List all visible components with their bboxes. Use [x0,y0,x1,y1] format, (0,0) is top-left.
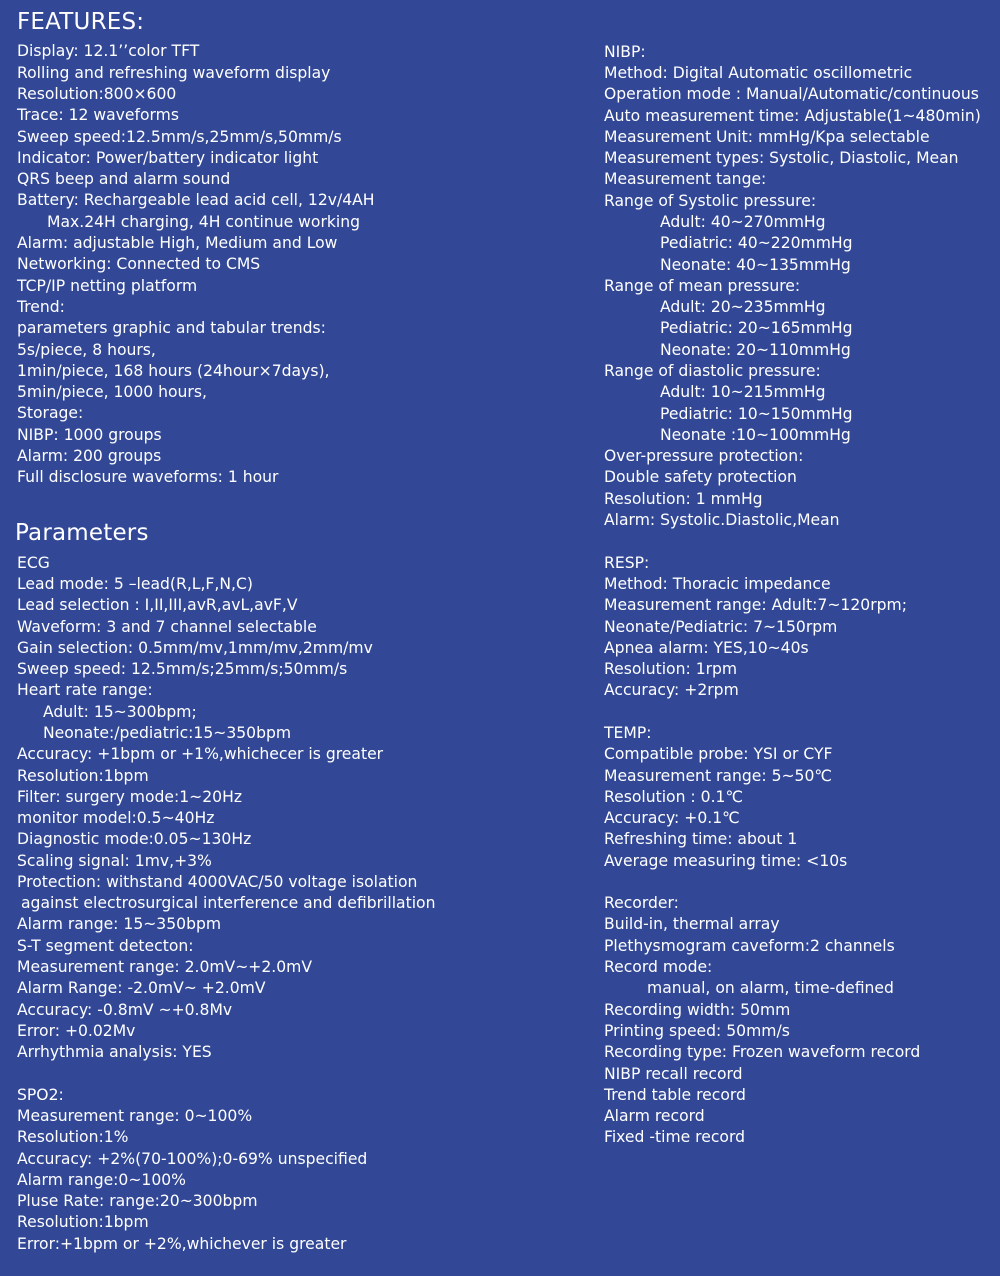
ecg-line: Lead mode: 5 –lead(R,L,F,N,C) [17,575,253,593]
resp-line: Resolution: 1rpm [604,660,738,678]
nibp-line: Pediatric: 10~150mmHg [660,405,853,423]
features-line: QRS beep and alarm sound [17,170,231,188]
nibp-line: Operation mode : Manual/Automatic/continuous [604,85,979,103]
nibp-line: Pediatric: 20~165mmHg [660,319,853,337]
spo2-line: Resolution:1% [17,1128,129,1146]
ecg-line: Lead selection : I,II,III,avR,avL,avF,V [17,596,298,614]
nibp-line: Alarm: Systolic.Diastolic,Mean [604,511,840,529]
features-line: Alarm: 200 groups [17,447,162,465]
resp-line: Accuracy: +2rpm [604,681,739,699]
features-line: 5s/piece, 8 hours, [17,341,156,359]
nibp-title: NIBP: [604,43,646,61]
ecg-line: Error: +0.02Mv [17,1022,136,1040]
ecg-line: S-T segment detecton: [17,937,194,955]
ecg-line: Accuracy: -0.8mV ~+0.8Mv [17,1001,233,1019]
ecg-line: against electrosurgical interference and defibrillation [21,894,436,912]
nibp-line: Range of mean pressure: [604,277,801,295]
features-line: Battery: Rechargeable lead acid cell, 12v/4AH [17,191,375,209]
ecg-title: ECG [17,554,50,572]
nibp-line: Adult: 20~235mmHg [660,298,826,316]
ecg-line: Neonate:/pediatric:15~350bpm [43,724,292,742]
resp-line: Neonate/Pediatric: 7~150rpm [604,618,838,636]
features-line: 5min/piece, 1000 hours, [17,383,207,401]
nibp-line: Neonate :10~100mmHg [660,426,851,444]
features-line: Max.24H charging, 4H continue working [47,213,361,231]
recorder-line: Recording width: 50mm [604,1001,791,1019]
ecg-line: Diagnostic mode:0.05~130Hz [17,830,252,848]
nibp-line: Over-pressure protection: [604,447,804,465]
spo2-line: Pluse Rate: range:20~300bpm [17,1192,258,1210]
spo2-line: Measurement range: 0~100% [17,1107,253,1125]
features-line: Resolution:800×600 [17,85,177,103]
recorder-line: NIBP recall record [604,1065,743,1083]
spo2-line: Error:+1bpm or +2%,whichever is greater [17,1235,347,1253]
nibp-line: Resolution: 1 mmHg [604,490,763,508]
features-line: Display: 12.1’’color TFT [17,42,200,60]
nibp-line: Range of Systolic pressure: [604,192,817,210]
parameters-heading: Parameters [15,520,149,546]
recorder-line: Record mode: [604,958,713,976]
ecg-line: Alarm range: 15~350bpm [17,915,222,933]
nibp-line: Auto measurement time: Adjustable(1~480min) [604,107,981,125]
nibp-line: Adult: 10~215mmHg [660,383,826,401]
resp-line: Method: Thoracic impedance [604,575,831,593]
features-line: Networking: Connected to CMS [17,255,261,273]
nibp-line: Method: Digital Automatic oscillometric [604,64,913,82]
recorder-line: Plethysmogram caveform:2 channels [604,937,895,955]
recorder-line: Fixed -time record [604,1128,745,1146]
nibp-line: Adult: 40~270mmHg [660,213,826,231]
ecg-line: Measurement range: 2.0mV~+2.0mV [17,958,313,976]
resp-line: Measurement range: Adult:7~120rpm; [604,596,907,614]
resp-title: RESP: [604,554,650,572]
spo2-title: SPO2: [17,1086,64,1104]
nibp-line: Double safety protection [604,468,797,486]
recorder-line: Trend table record [604,1086,746,1104]
ecg-line: Alarm Range: -2.0mV~ +2.0mV [17,979,266,997]
spo2-line: Accuracy: +2%(70-100%);0-69% unspecified [17,1150,368,1168]
ecg-line: Resolution:1bpm [17,767,149,785]
recorder-line: Printing speed: 50mm/s [604,1022,790,1040]
ecg-line: Adult: 15~300bpm; [43,703,197,721]
ecg-line: Accuracy: +1bpm or +1%,whichecer is greater [17,745,384,763]
temp-line: Accuracy: +0.1℃ [604,809,740,827]
temp-line: Compatible probe: YSI or CYF [604,745,833,763]
nibp-line: Measurement types: Systolic, Diastolic, Mean [604,149,959,167]
features-line: Trace: 12 waveforms [17,106,179,124]
ecg-line: monitor model:0.5~40Hz [17,809,215,827]
features-line: Full disclosure waveforms: 1 hour [17,468,279,486]
nibp-line: Pediatric: 40~220mmHg [660,234,853,252]
recorder-line: Recording type: Frozen waveform record [604,1043,921,1061]
nibp-line: Measurement Unit: mmHg/Kpa selectable [604,128,930,146]
ecg-line: Filter: surgery mode:1~20Hz [17,788,243,806]
features-line: Alarm: adjustable High, Medium and Low [17,234,338,252]
nibp-line: Measurement tange: [604,170,767,188]
features-heading: FEATURES: [17,9,145,35]
features-line: Rolling and refreshing waveform display [17,64,331,82]
ecg-line: Gain selection: 0.5mm/mv,1mm/mv,2mm/mv [17,639,373,657]
ecg-line: Arrhythmia analysis: YES [17,1043,212,1061]
features-line: 1min/piece, 168 hours (24hour×7days), [17,362,330,380]
features-line: Sweep speed:12.5mm/s,25mm/s,50mm/s [17,128,342,146]
resp-line: Apnea alarm: YES,10~40s [604,639,809,657]
recorder-line: Build-in, thermal array [604,915,780,933]
ecg-line: Heart rate range: [17,681,153,699]
ecg-line: Sweep speed: 12.5mm/s;25mm/s;50mm/s [17,660,348,678]
ecg-line: Scaling signal: 1mv,+3% [17,852,212,870]
spo2-line: Alarm range:0~100% [17,1171,187,1189]
nibp-line: Neonate: 40~135mmHg [660,256,851,274]
features-line: parameters graphic and tabular trends: [17,319,326,337]
temp-line: Refreshing time: about 1 [604,830,798,848]
recorder-line: Alarm record [604,1107,705,1125]
features-line: Storage: [17,404,84,422]
ecg-line: Protection: withstand 4000VAC/50 voltage isolation [17,873,418,891]
recorder-title: Recorder: [604,894,679,912]
temp-line: Measurement range: 5~50℃ [604,767,832,785]
spo2-line: Resolution:1bpm [17,1213,149,1231]
temp-line: Resolution : 0.1℃ [604,788,743,806]
recorder-line: manual, on alarm, time-defined [647,979,894,997]
nibp-line: Neonate: 20~110mmHg [660,341,851,359]
features-line: Trend: [17,298,65,316]
temp-line: Average measuring time: <10s [604,852,848,870]
nibp-line: Range of diastolic pressure: [604,362,821,380]
features-line: Indicator: Power/battery indicator light [17,149,319,167]
features-line: NIBP: 1000 groups [17,426,162,444]
temp-title: TEMP: [604,724,652,742]
features-line: TCP/IP netting platform [17,277,198,295]
ecg-line: Waveform: 3 and 7 channel selectable [17,618,317,636]
